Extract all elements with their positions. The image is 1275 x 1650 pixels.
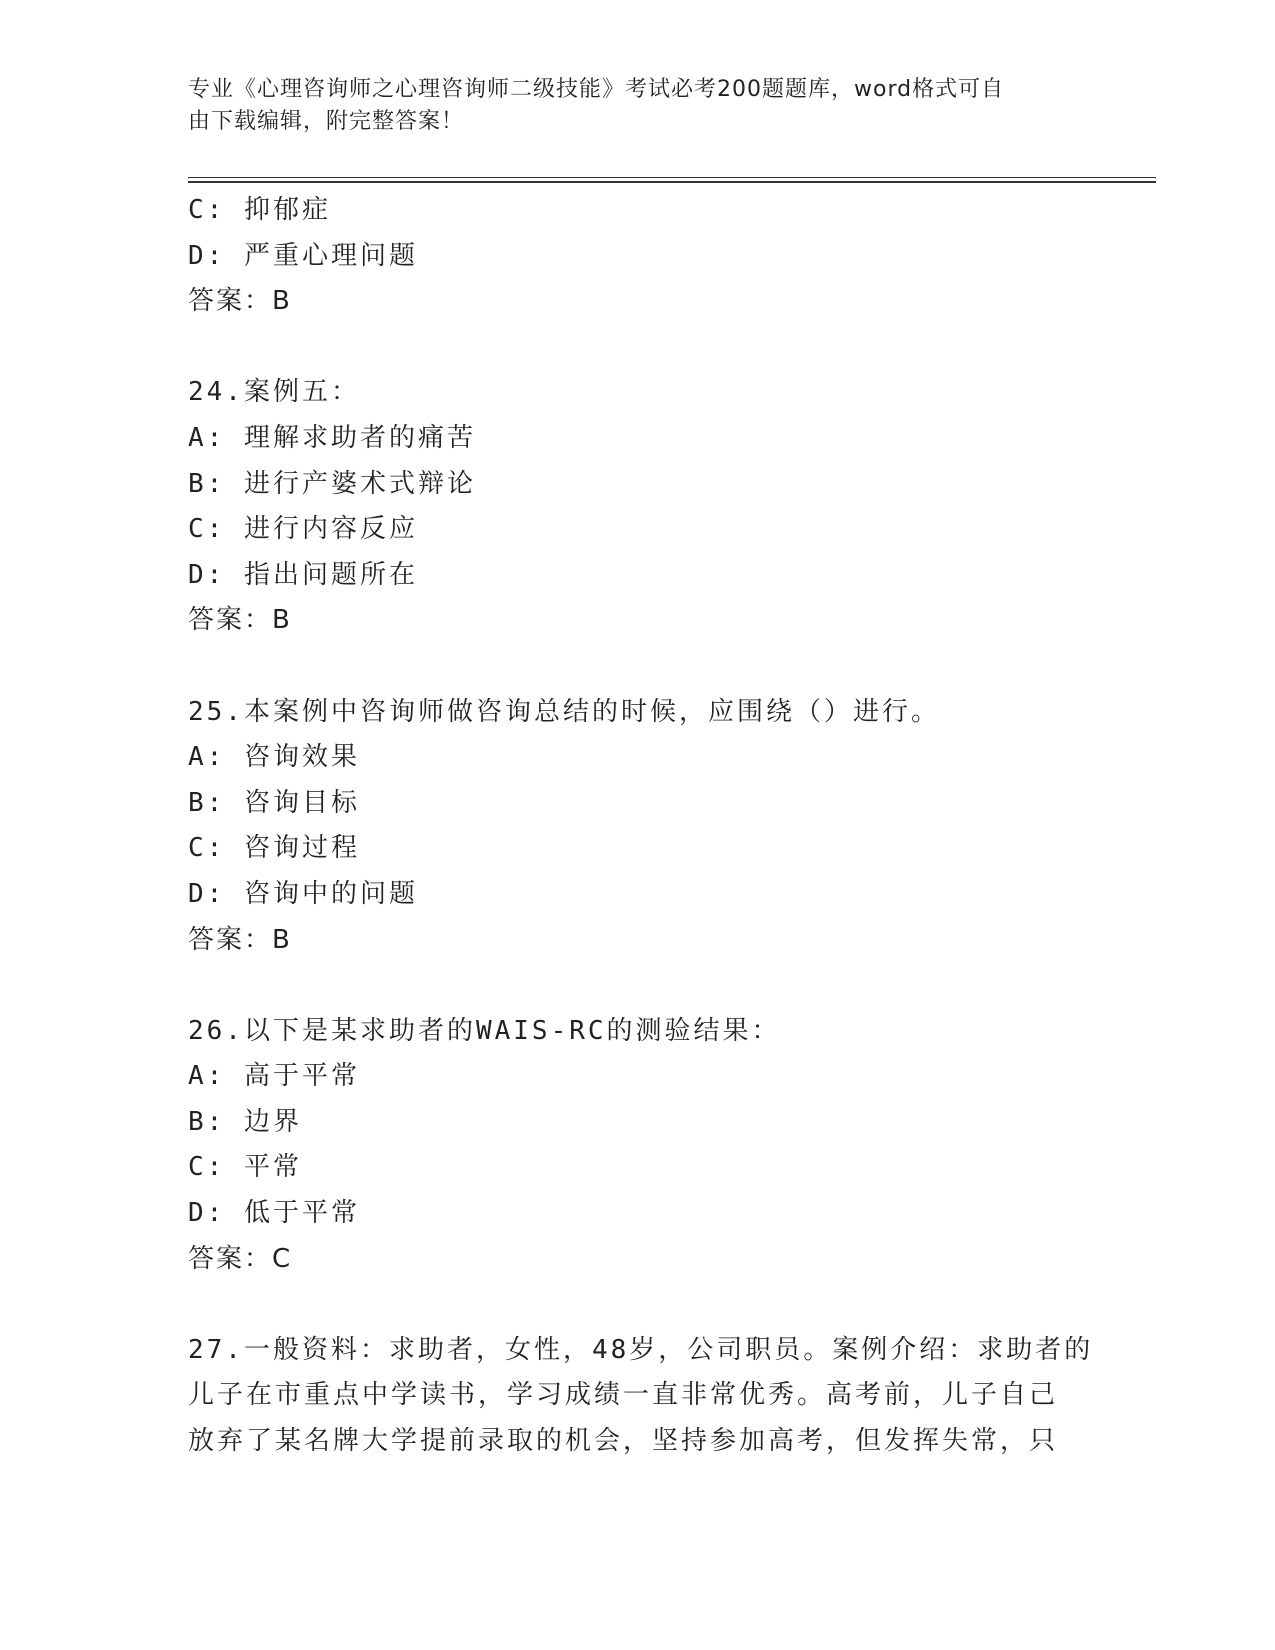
question-text-line: 儿子在市重点中学读书，学习成绩一直非常优秀。高考前，儿子自己	[188, 1380, 1059, 1411]
answer-line: 答案：C	[188, 1243, 293, 1274]
option-d: D: 低于平常	[188, 1198, 360, 1229]
option-c: C: 咨询过程	[188, 833, 360, 864]
option-a: A: 咨询效果	[188, 742, 360, 773]
question-text-line: 27.一般资料：求助者，女性，48岁，公司职员。案例介绍：求助者的	[188, 1334, 1094, 1365]
option-b: B: 边界	[188, 1106, 302, 1137]
header-divider	[188, 177, 1156, 183]
option-c: C: 抑郁症	[188, 195, 331, 225]
option-d: D: 咨询中的问题	[188, 878, 418, 909]
question-text-line: 放弃了某名牌大学提前录取的机会，坚持参加高考，但发挥失常，只	[188, 1426, 1059, 1457]
document-header	[188, 74, 1068, 138]
option-c: C: 平常	[188, 1152, 302, 1183]
header-line-2: 由下载编辑，附完整答案！	[188, 109, 465, 134]
option-a: A: 高于平常	[188, 1061, 360, 1092]
option-d: D: 严重心理问题	[188, 240, 418, 271]
question-26	[188, 1009, 1088, 1283]
option-b: B: 进行产婆术式辩论	[188, 468, 476, 499]
question-23-continuation	[188, 188, 1088, 325]
option-a: A: 理解求助者的痛苦	[188, 422, 476, 453]
answer-line: 答案：B	[188, 924, 292, 955]
answer-line: 答案：B	[188, 286, 292, 317]
question-content	[188, 188, 1094, 1465]
option-d: D: 指出问题所在	[188, 559, 418, 590]
option-c: C: 进行内容反应	[188, 514, 418, 545]
question-stem: 25.本案例中咨询师做咨询总结的时候，应围绕（）进行。	[188, 696, 940, 727]
option-b: B: 咨询目标	[188, 787, 360, 818]
question-stem: 26.以下是某求助者的WAIS-RC的测验结果：	[188, 1015, 781, 1046]
header-line-1: 专业《心理咨询师之心理咨询师二级技能》考试必考200题题库，word格式可自	[188, 77, 1005, 102]
question-stem: 24.案例五：	[188, 377, 360, 408]
question-25	[188, 690, 1088, 964]
question-24	[188, 370, 1088, 644]
answer-line: 答案：B	[188, 605, 292, 636]
question-27	[188, 1328, 1094, 1465]
